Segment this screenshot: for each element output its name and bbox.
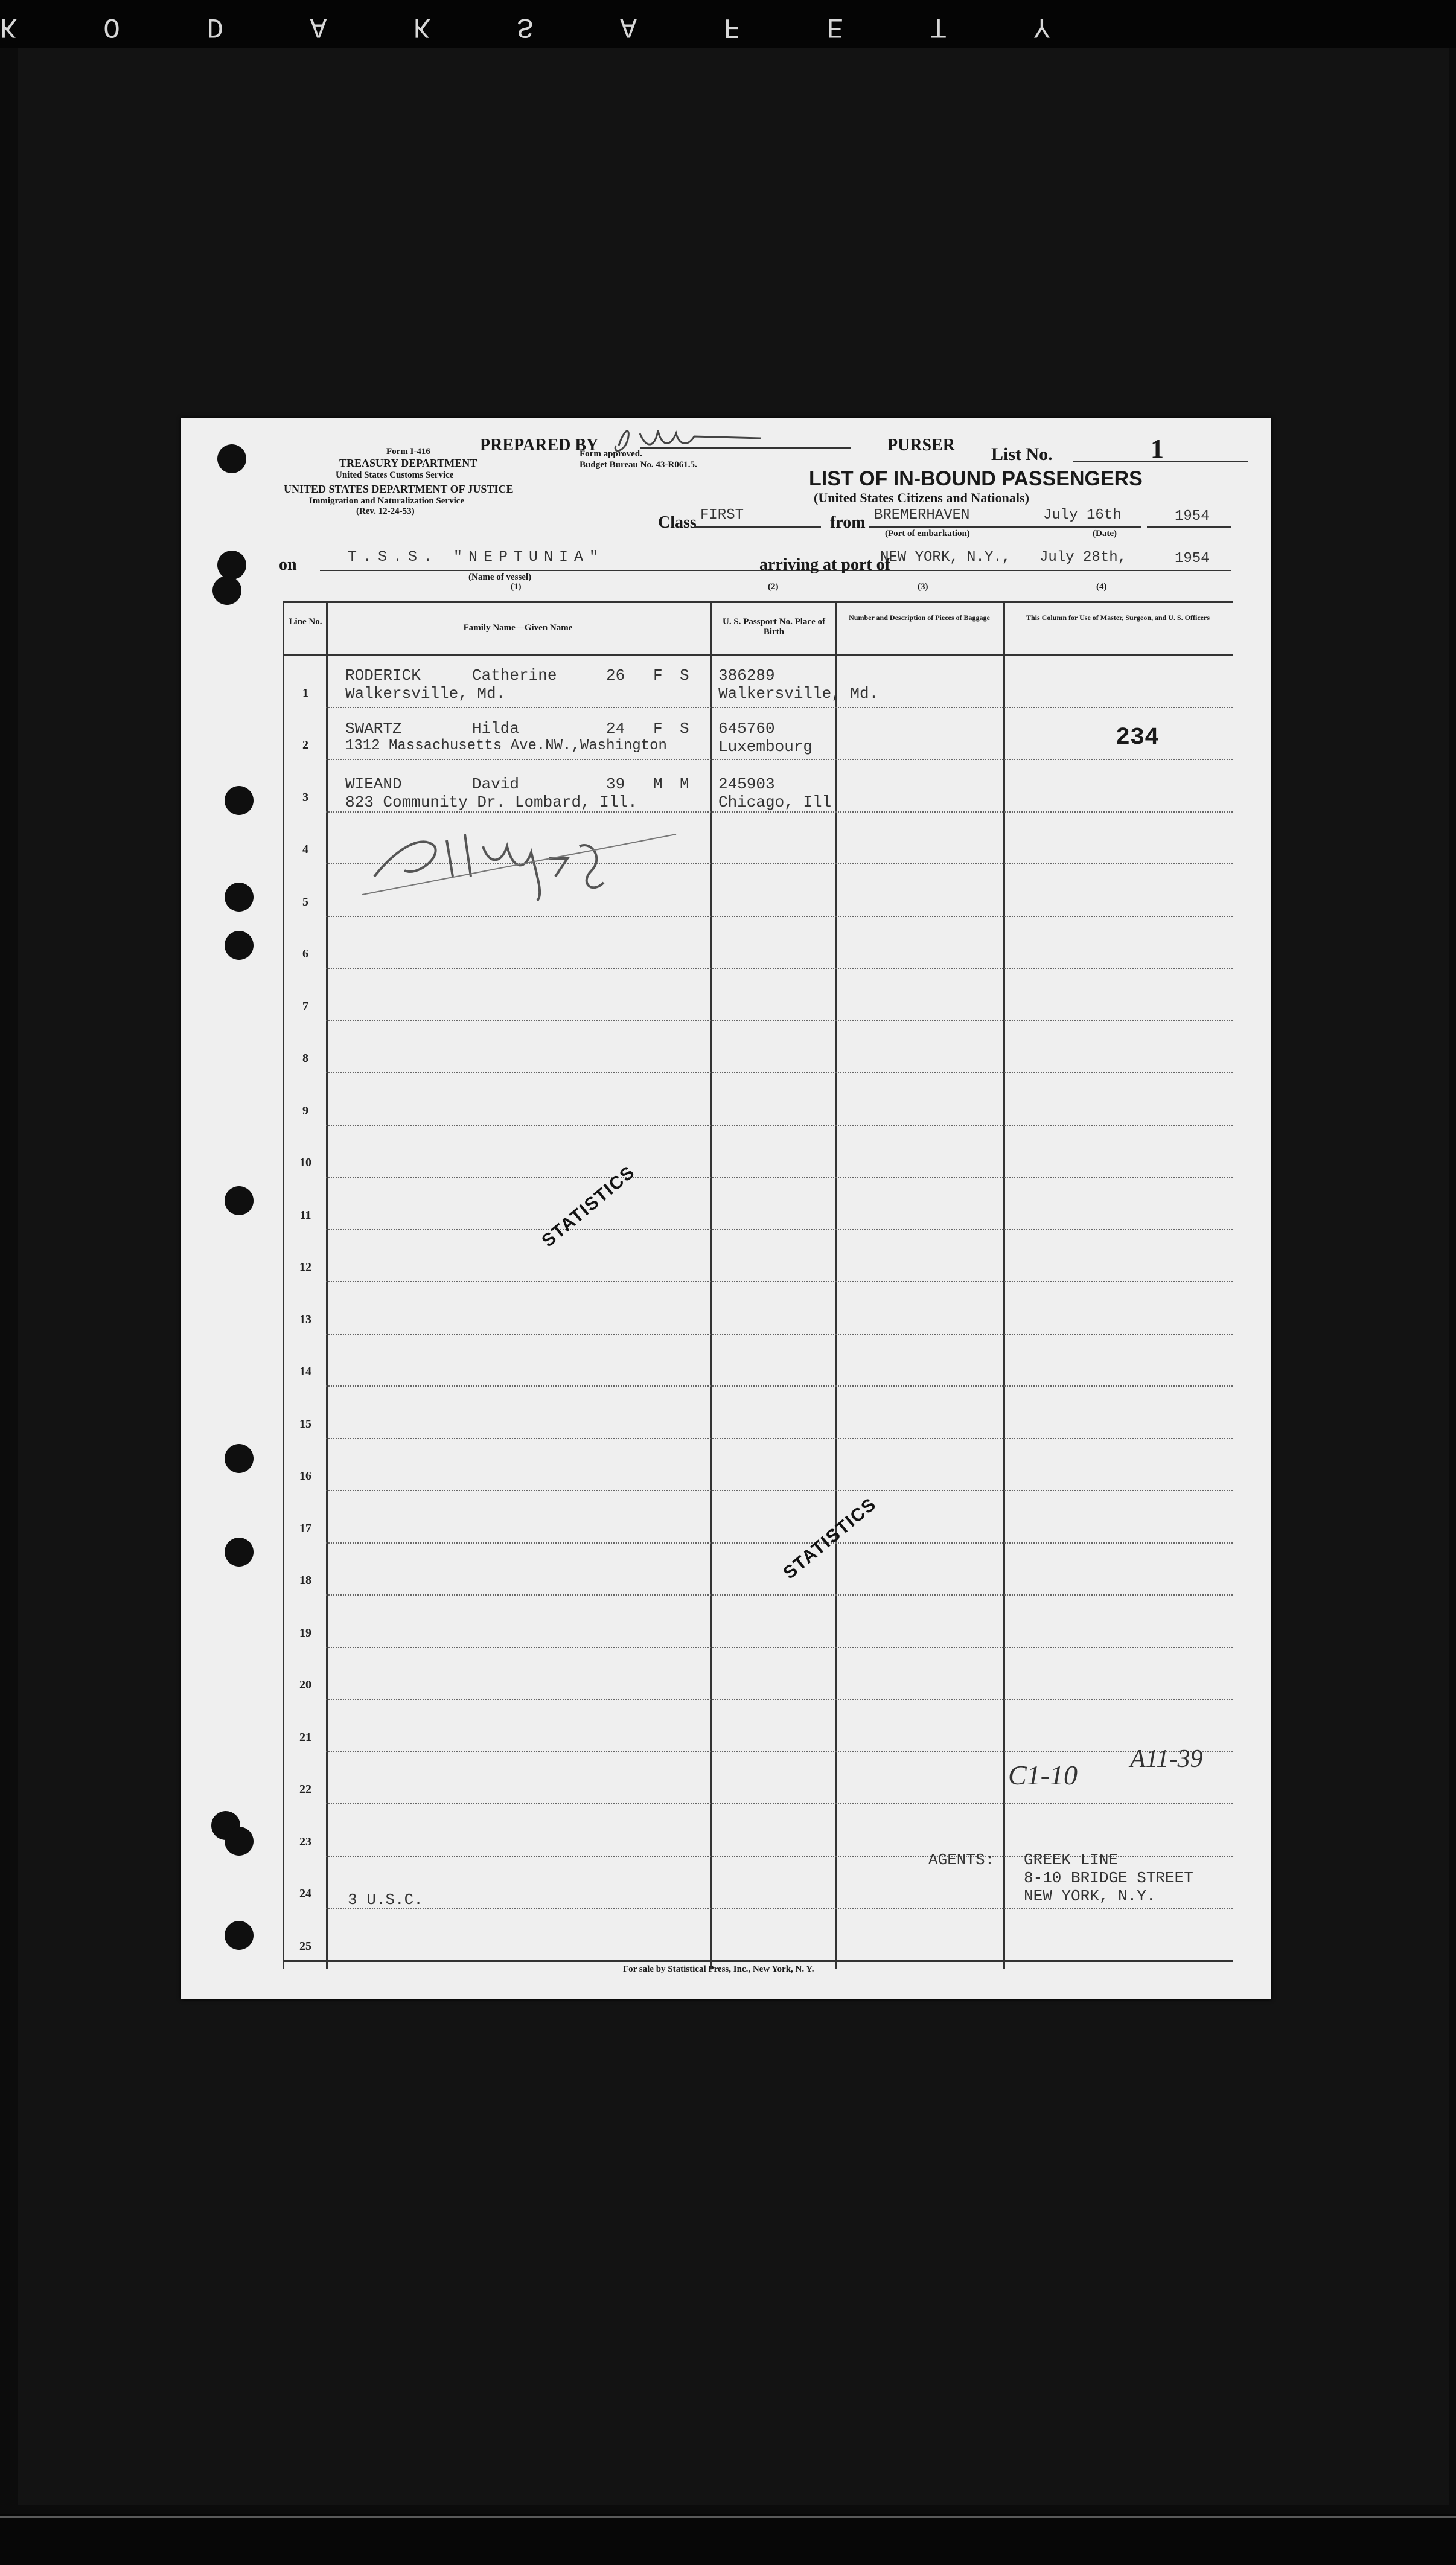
line-number: 18 bbox=[299, 1574, 311, 1587]
revision-label: (Rev. 12-24-53) bbox=[356, 506, 415, 516]
punch-hole bbox=[217, 444, 246, 473]
passenger-1-sex: F bbox=[653, 666, 663, 685]
agent-line-1: GREEK LINE bbox=[1024, 1851, 1119, 1869]
statistics-stamp: STATISTICS bbox=[779, 1493, 881, 1583]
row-divider bbox=[326, 1125, 1233, 1126]
arrival-port: NEW YORK, N.Y., bbox=[880, 549, 1011, 566]
line-number: 6 bbox=[302, 947, 308, 960]
row-divider bbox=[326, 1647, 1233, 1648]
from-underline bbox=[869, 526, 1038, 528]
line-number: 8 bbox=[302, 1052, 308, 1065]
line-number: 2 bbox=[302, 738, 308, 752]
agent-line-3: NEW YORK, N.Y. bbox=[1024, 1887, 1156, 1905]
film-edge-text: K O D A K S A F E T Y bbox=[0, 11, 1085, 42]
row-divider bbox=[326, 1908, 1233, 1909]
passenger-2-birthplace: Luxembourg bbox=[718, 738, 813, 756]
punch-hole bbox=[217, 551, 246, 580]
row-divider bbox=[326, 1699, 1233, 1700]
list-number: 1 bbox=[1151, 434, 1164, 464]
line-number: 25 bbox=[299, 1940, 311, 1953]
port-embarkation-caption: (Port of embarkation) bbox=[885, 529, 970, 538]
passenger-3-status: M bbox=[680, 775, 689, 793]
row-divider bbox=[326, 1072, 1233, 1073]
header-baggage: Number and Description of Pieces of Baggage bbox=[849, 613, 990, 622]
purser-label: PURSER bbox=[887, 436, 956, 455]
column-caption-4: (4) bbox=[1096, 582, 1107, 592]
passenger-3-birthplace: Chicago, Ill. bbox=[718, 793, 841, 811]
punch-hole bbox=[225, 1538, 254, 1567]
row-divider bbox=[326, 1751, 1233, 1752]
line-number: 16 bbox=[299, 1469, 311, 1483]
row-divider bbox=[326, 1020, 1233, 1021]
passenger-2-age: 24 bbox=[606, 720, 625, 738]
from-label: from bbox=[830, 513, 866, 532]
table-top-border bbox=[283, 601, 1233, 603]
row-divider bbox=[326, 1803, 1233, 1804]
row-divider bbox=[326, 1594, 1233, 1596]
manifest-subtitle: (United States Citizens and Nationals) bbox=[814, 490, 1029, 505]
from-value: BREMERHAVEN bbox=[874, 507, 970, 523]
customs-label: United States Customs Service bbox=[336, 470, 454, 480]
line-number: 24 bbox=[299, 1887, 311, 1900]
passenger-2-sex: F bbox=[653, 720, 663, 738]
passenger-2-passport: 645760 bbox=[718, 720, 775, 738]
film-edge bbox=[0, 0, 1456, 48]
name-divider bbox=[710, 601, 712, 1969]
film-bottom-line bbox=[0, 2516, 1456, 2518]
passenger-1-address: Walkersville, Md. bbox=[345, 685, 506, 703]
header-bottom-border bbox=[283, 654, 1233, 656]
line-number: 1 bbox=[302, 686, 308, 700]
passenger-3-passport: 245903 bbox=[718, 775, 775, 793]
row-divider bbox=[326, 968, 1233, 969]
handwritten-mark bbox=[362, 810, 700, 913]
total-note: 3 U.S.C. bbox=[348, 1891, 423, 1909]
line-number: 10 bbox=[299, 1156, 311, 1169]
date-caption: (Date) bbox=[1093, 529, 1117, 538]
header-officers: This Column for Use of Master, Surgeon, and U. S. Officers bbox=[1026, 613, 1210, 622]
passenger-1-surname: RODERICK bbox=[345, 666, 421, 685]
line-number: 11 bbox=[299, 1209, 311, 1222]
prepared-by-label: PREPARED BY bbox=[480, 436, 599, 455]
vessel-name: T.S.S. "NEPTUNIA" bbox=[348, 548, 605, 566]
line-number: 3 bbox=[302, 791, 308, 804]
justice-label: UNITED STATES DEPARTMENT OF JUSTICE bbox=[284, 483, 514, 495]
line-number: 4 bbox=[302, 843, 308, 856]
column-caption-3: (3) bbox=[918, 582, 928, 592]
line-number: 21 bbox=[299, 1731, 311, 1744]
punch-hole bbox=[212, 576, 241, 605]
class-underline bbox=[694, 526, 821, 528]
punch-hole bbox=[225, 786, 254, 815]
arrival-underline bbox=[881, 570, 1231, 571]
arrival-year: 1954 bbox=[1175, 551, 1210, 567]
passenger-1-given: Catherine bbox=[472, 666, 557, 685]
passenger-1-birthplace: Walkersville, Md. bbox=[718, 685, 879, 703]
row-divider bbox=[326, 1281, 1233, 1282]
class-value: FIRST bbox=[700, 507, 744, 523]
row-divider bbox=[326, 916, 1233, 917]
punch-hole bbox=[225, 1444, 254, 1473]
line-number: 9 bbox=[302, 1104, 308, 1117]
arriving-label: arriving at port of bbox=[759, 555, 890, 574]
embark-date: July 16th bbox=[1043, 507, 1122, 523]
row-divider bbox=[326, 1542, 1233, 1544]
row-divider bbox=[326, 1438, 1233, 1439]
column-caption-2: (2) bbox=[768, 582, 779, 592]
manifest-page bbox=[181, 418, 1271, 1999]
purser-signature bbox=[604, 421, 857, 458]
year-underline bbox=[1147, 526, 1231, 528]
punch-hole bbox=[225, 1186, 254, 1215]
passenger-1-status: S bbox=[680, 666, 689, 685]
line-number: 15 bbox=[299, 1417, 311, 1431]
approval-line-2: Budget Bureau No. 43-R061.5. bbox=[580, 460, 697, 470]
approval-line-1: Form approved. bbox=[580, 449, 642, 459]
handwritten-ref-2: A11-39 bbox=[1130, 1745, 1203, 1773]
punch-hole bbox=[225, 883, 254, 912]
officer-note: 234 bbox=[1116, 724, 1160, 752]
line-number: 5 bbox=[302, 895, 308, 909]
line-number: 23 bbox=[299, 1835, 311, 1848]
line-number: 20 bbox=[299, 1678, 311, 1691]
statistics-stamp: STATISTICS bbox=[538, 1161, 639, 1251]
manifest-title: LIST OF IN-BOUND PASSENGERS bbox=[809, 467, 1143, 490]
punch-hole bbox=[225, 931, 254, 960]
column-caption-1: (1) bbox=[511, 582, 522, 592]
agents-label: AGENTS: bbox=[928, 1851, 995, 1869]
passenger-1-age: 26 bbox=[606, 666, 625, 685]
film-bottom-edge bbox=[0, 2514, 1456, 2565]
header-line-no: Line No. bbox=[289, 617, 322, 627]
line-number: 17 bbox=[299, 1522, 311, 1535]
line-number: 12 bbox=[299, 1260, 311, 1274]
line-number: 22 bbox=[299, 1783, 311, 1796]
passenger-3-surname: WIEAND bbox=[345, 775, 402, 793]
row-divider bbox=[326, 759, 1233, 760]
class-label: Class bbox=[658, 513, 697, 532]
row-divider bbox=[326, 1334, 1233, 1335]
embark-year: 1954 bbox=[1175, 508, 1210, 525]
treasury-label: TREASURY DEPARTMENT bbox=[339, 457, 477, 469]
row-divider bbox=[326, 1385, 1233, 1387]
passenger-1-passport: 386289 bbox=[718, 666, 775, 685]
vessel-caption: (Name of vessel) bbox=[468, 572, 532, 582]
header-passport: U. S. Passport No. Place of Birth bbox=[723, 617, 825, 637]
row-divider bbox=[326, 1229, 1233, 1230]
row-divider bbox=[326, 707, 1233, 708]
passenger-2-status: S bbox=[680, 720, 689, 738]
row-divider bbox=[326, 1490, 1233, 1491]
form-number: Form I-416 bbox=[386, 447, 430, 456]
passenger-3-address: 823 Community Dr. Lombard, Ill. bbox=[345, 793, 637, 811]
list-no-label: List No. bbox=[991, 444, 1053, 464]
passenger-3-age: 39 bbox=[606, 775, 625, 793]
line-number: 14 bbox=[299, 1365, 311, 1378]
arrival-date: July 28th, bbox=[1039, 549, 1127, 566]
passenger-2-given: Hilda bbox=[472, 720, 520, 738]
punch-hole bbox=[225, 1827, 254, 1856]
header-name: Family Name—Given Name bbox=[463, 623, 573, 633]
passenger-2-surname: SWARTZ bbox=[345, 720, 402, 738]
agent-line-2: 8-10 BRIDGE STREET bbox=[1024, 1869, 1193, 1887]
punch-hole bbox=[225, 1921, 254, 1950]
handwritten-ref-1: C1-10 bbox=[1008, 1760, 1078, 1790]
table-left-border bbox=[283, 601, 284, 1969]
line-number: 19 bbox=[299, 1626, 311, 1640]
passenger-2-address: 1312 Massachusetts Ave.NW.,Washington bbox=[345, 738, 667, 754]
passenger-3-given: David bbox=[472, 775, 520, 793]
printer-footer: For sale by Statistical Press, Inc., New York, N. Y. bbox=[623, 1964, 814, 1974]
on-label: on bbox=[279, 555, 297, 574]
baggage-divider bbox=[1003, 601, 1005, 1969]
list-no-underline bbox=[1073, 461, 1248, 462]
line-number: 13 bbox=[299, 1313, 311, 1326]
row-divider bbox=[326, 1177, 1233, 1178]
ins-label: Immigration and Naturalization Service bbox=[309, 496, 465, 506]
date-underline bbox=[1038, 526, 1141, 528]
line-no-divider bbox=[326, 601, 328, 1969]
table-bottom-border bbox=[283, 1960, 1233, 1962]
line-number: 7 bbox=[302, 1000, 308, 1013]
passenger-3-sex: M bbox=[653, 775, 663, 793]
